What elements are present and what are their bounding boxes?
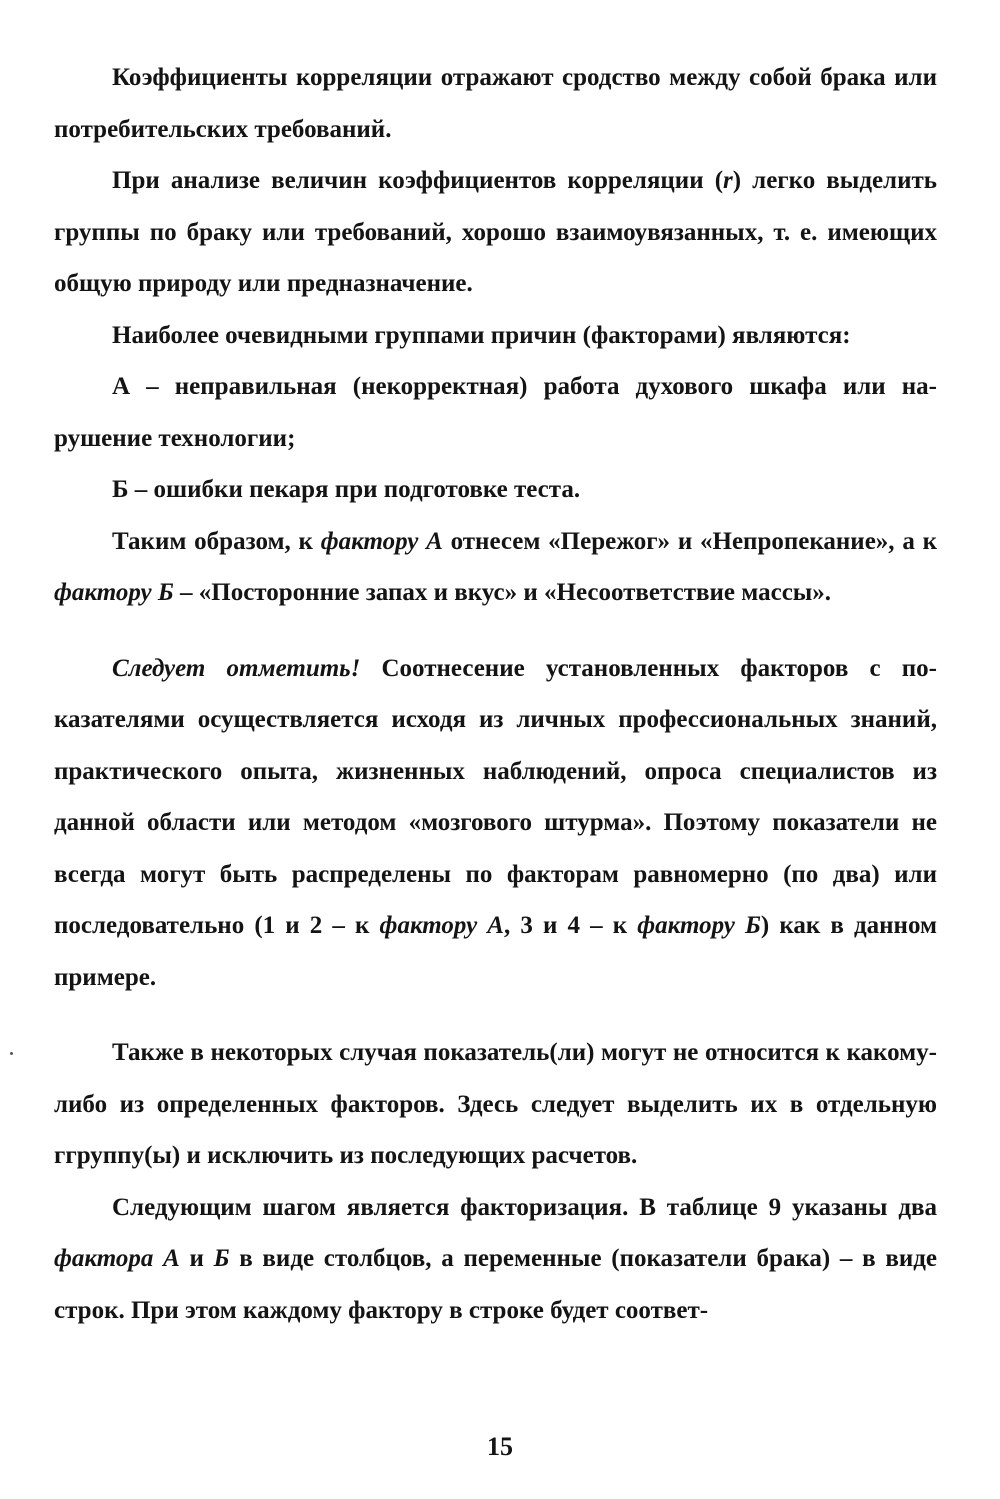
paragraph-text: Также в некоторых случая показатель(ли) могут не относится к какому-либо из определенных факторов. Здесь следует выделить их в отдельную ггруппу(ы) и исключить из последующих расчетов. <box>54 1039 937 1169</box>
paragraph-assignment <box>54 516 937 619</box>
paragraph-factorization <box>54 1182 937 1337</box>
paragraph-exclusions <box>54 1027 937 1182</box>
factor-b-term: фактору Б <box>637 912 761 939</box>
paragraph-factor-b <box>54 464 937 516</box>
paragraph-text: , 3 и 4 – к <box>503 912 638 939</box>
paragraph-text: в виде столбцов, а переменные (показатели брака) – в виде строк. При этом каждому фактору в строке будет соответ- <box>54 1245 937 1324</box>
page-number: 15 <box>487 1432 513 1461</box>
factor-a-term: фактору А <box>320 527 443 555</box>
paragraph-text: При анализе величин коэффициентов корреляции ( <box>112 167 724 194</box>
paragraph-correlation <box>54 52 937 155</box>
paragraph-text: ) легко выделить группы по браку или требований, хорошо взаимоувязанных, т. е. имеющих общую природу или предназначение. <box>54 167 937 297</box>
paragraph-text: Следующим шагом является факторизация. В таблице 9 указаны два <box>112 1193 937 1221</box>
paragraph-text: Б – ошибки пекаря при подготовке теста. <box>112 476 581 503</box>
note-emphasis: Следует отметить! <box>112 654 361 682</box>
factors-term: фактора А <box>54 1245 180 1272</box>
paragraph-text: и <box>179 1245 214 1272</box>
factor-a-term: фактору А <box>379 912 504 939</box>
paragraph-factor-a <box>54 361 937 464</box>
scan-speck <box>10 1052 13 1055</box>
paragraph-text: Соотнесение установленных факторов с показателями осуществляется исходя из личных профессиональных знаний, практического опыта, жизненных наблюдений, опроса специалистов из данной области или методом «мозгового штурма». Поэтому показатели не всегда могут быть распределены по факторам равномерно (по два) или последовательно (1 и 2 – к <box>54 654 937 939</box>
paragraph-analysis <box>54 155 937 310</box>
paragraph-text: А – неправильная (некорректная) работа духового шкафа или нарушение технологии; <box>54 373 937 452</box>
paragraph-text: Наиболее очевидными группами причин (факторами) являются: <box>112 321 851 349</box>
correlation-symbol: r <box>723 167 733 194</box>
paragraph-note <box>54 643 937 1004</box>
paragraph-text: Таким образом, к <box>112 527 321 555</box>
paragraph-text: отнесем «Пережог» и «Непропекание», а к <box>442 527 937 555</box>
factor-b-letter: Б <box>213 1245 230 1272</box>
factor-b-term: фактору Б <box>54 579 174 606</box>
paragraph-groups-intro <box>54 310 937 362</box>
paragraph-text: Коэффициенты корреляции отражают сродство между собой брака или потребительских требований. <box>54 64 937 143</box>
paragraph-text: ) как в данном примере. <box>54 912 937 991</box>
body-text <box>54 52 937 1336</box>
paragraph-text: – «Посторонние запах и вкус» и «Несоответствие массы». <box>173 579 832 606</box>
